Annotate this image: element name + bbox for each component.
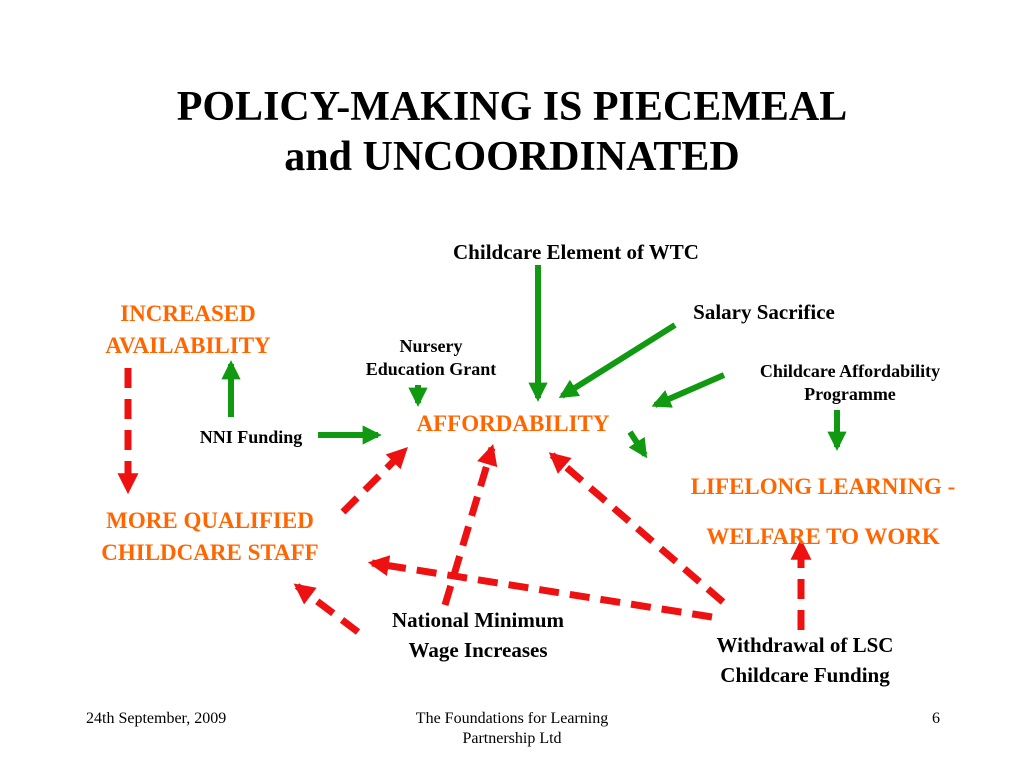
node-lsc-line1: Withdrawal of LSC (716, 633, 894, 657)
node-salary-sacrifice: Salary Sacrifice (693, 300, 835, 324)
node-availability-line2: AVAILABILITY (105, 333, 271, 358)
footer-org-line1: The Foundations for Learning (415, 710, 609, 727)
node-availability-line1: INCREASED (120, 301, 256, 326)
node-programme-line1: Childcare Affordability (759, 361, 941, 381)
node-lifelong-line2: WELFARE TO WORK (706, 524, 940, 549)
arrow-wage-to-qualified-staff (297, 586, 358, 632)
node-qualified-line1: MORE QUALIFIED (106, 508, 314, 533)
node-nursery-education-grant (336, 335, 526, 380)
footer-date: 24th September, 2009 (86, 710, 227, 727)
node-lifelong-learning-welfare-to-work (650, 462, 996, 562)
node-programme-line2: Programme (804, 383, 896, 404)
node-affordability: AFFORDABILITY (416, 411, 610, 436)
footer-organisation (362, 709, 662, 749)
node-nni-funding: NNI Funding (199, 427, 303, 447)
node-more-qualified-childcare-staff (60, 505, 360, 569)
footer-page-number: 6 (932, 710, 940, 727)
arrow-affordability-programme-to-affordability (655, 375, 724, 405)
slide-title-line2: and UNCOORDINATED (284, 134, 740, 180)
footer-org-line2: Partnership Ltd (462, 730, 562, 747)
node-increased-availability (60, 298, 316, 362)
node-nursery-line1: Nursery (399, 336, 463, 356)
node-childcare-element-wtc: Childcare Element of WTC (453, 240, 699, 264)
node-national-minimum-wage (358, 605, 598, 665)
slide-title-line1: POLICY-MAKING IS PIECEMEAL (176, 84, 848, 130)
arrow-qualified-staff-to-affordability (343, 450, 405, 512)
node-qualified-line2: CHILDCARE STAFF (101, 540, 319, 565)
node-wage-line1: National Minimum (391, 608, 565, 632)
arrow-salary-sacrifice-to-affordability (562, 325, 675, 396)
node-childcare-affordability-programme (720, 360, 980, 405)
node-nursery-line2: Education Grant (365, 358, 497, 379)
node-lifelong-line1: LIFELONG LEARNING - (690, 474, 956, 499)
node-withdrawal-lsc-funding (680, 630, 930, 690)
node-lsc-line2: Childcare Funding (720, 663, 890, 687)
node-wage-line2: Wage Increases (408, 638, 548, 662)
